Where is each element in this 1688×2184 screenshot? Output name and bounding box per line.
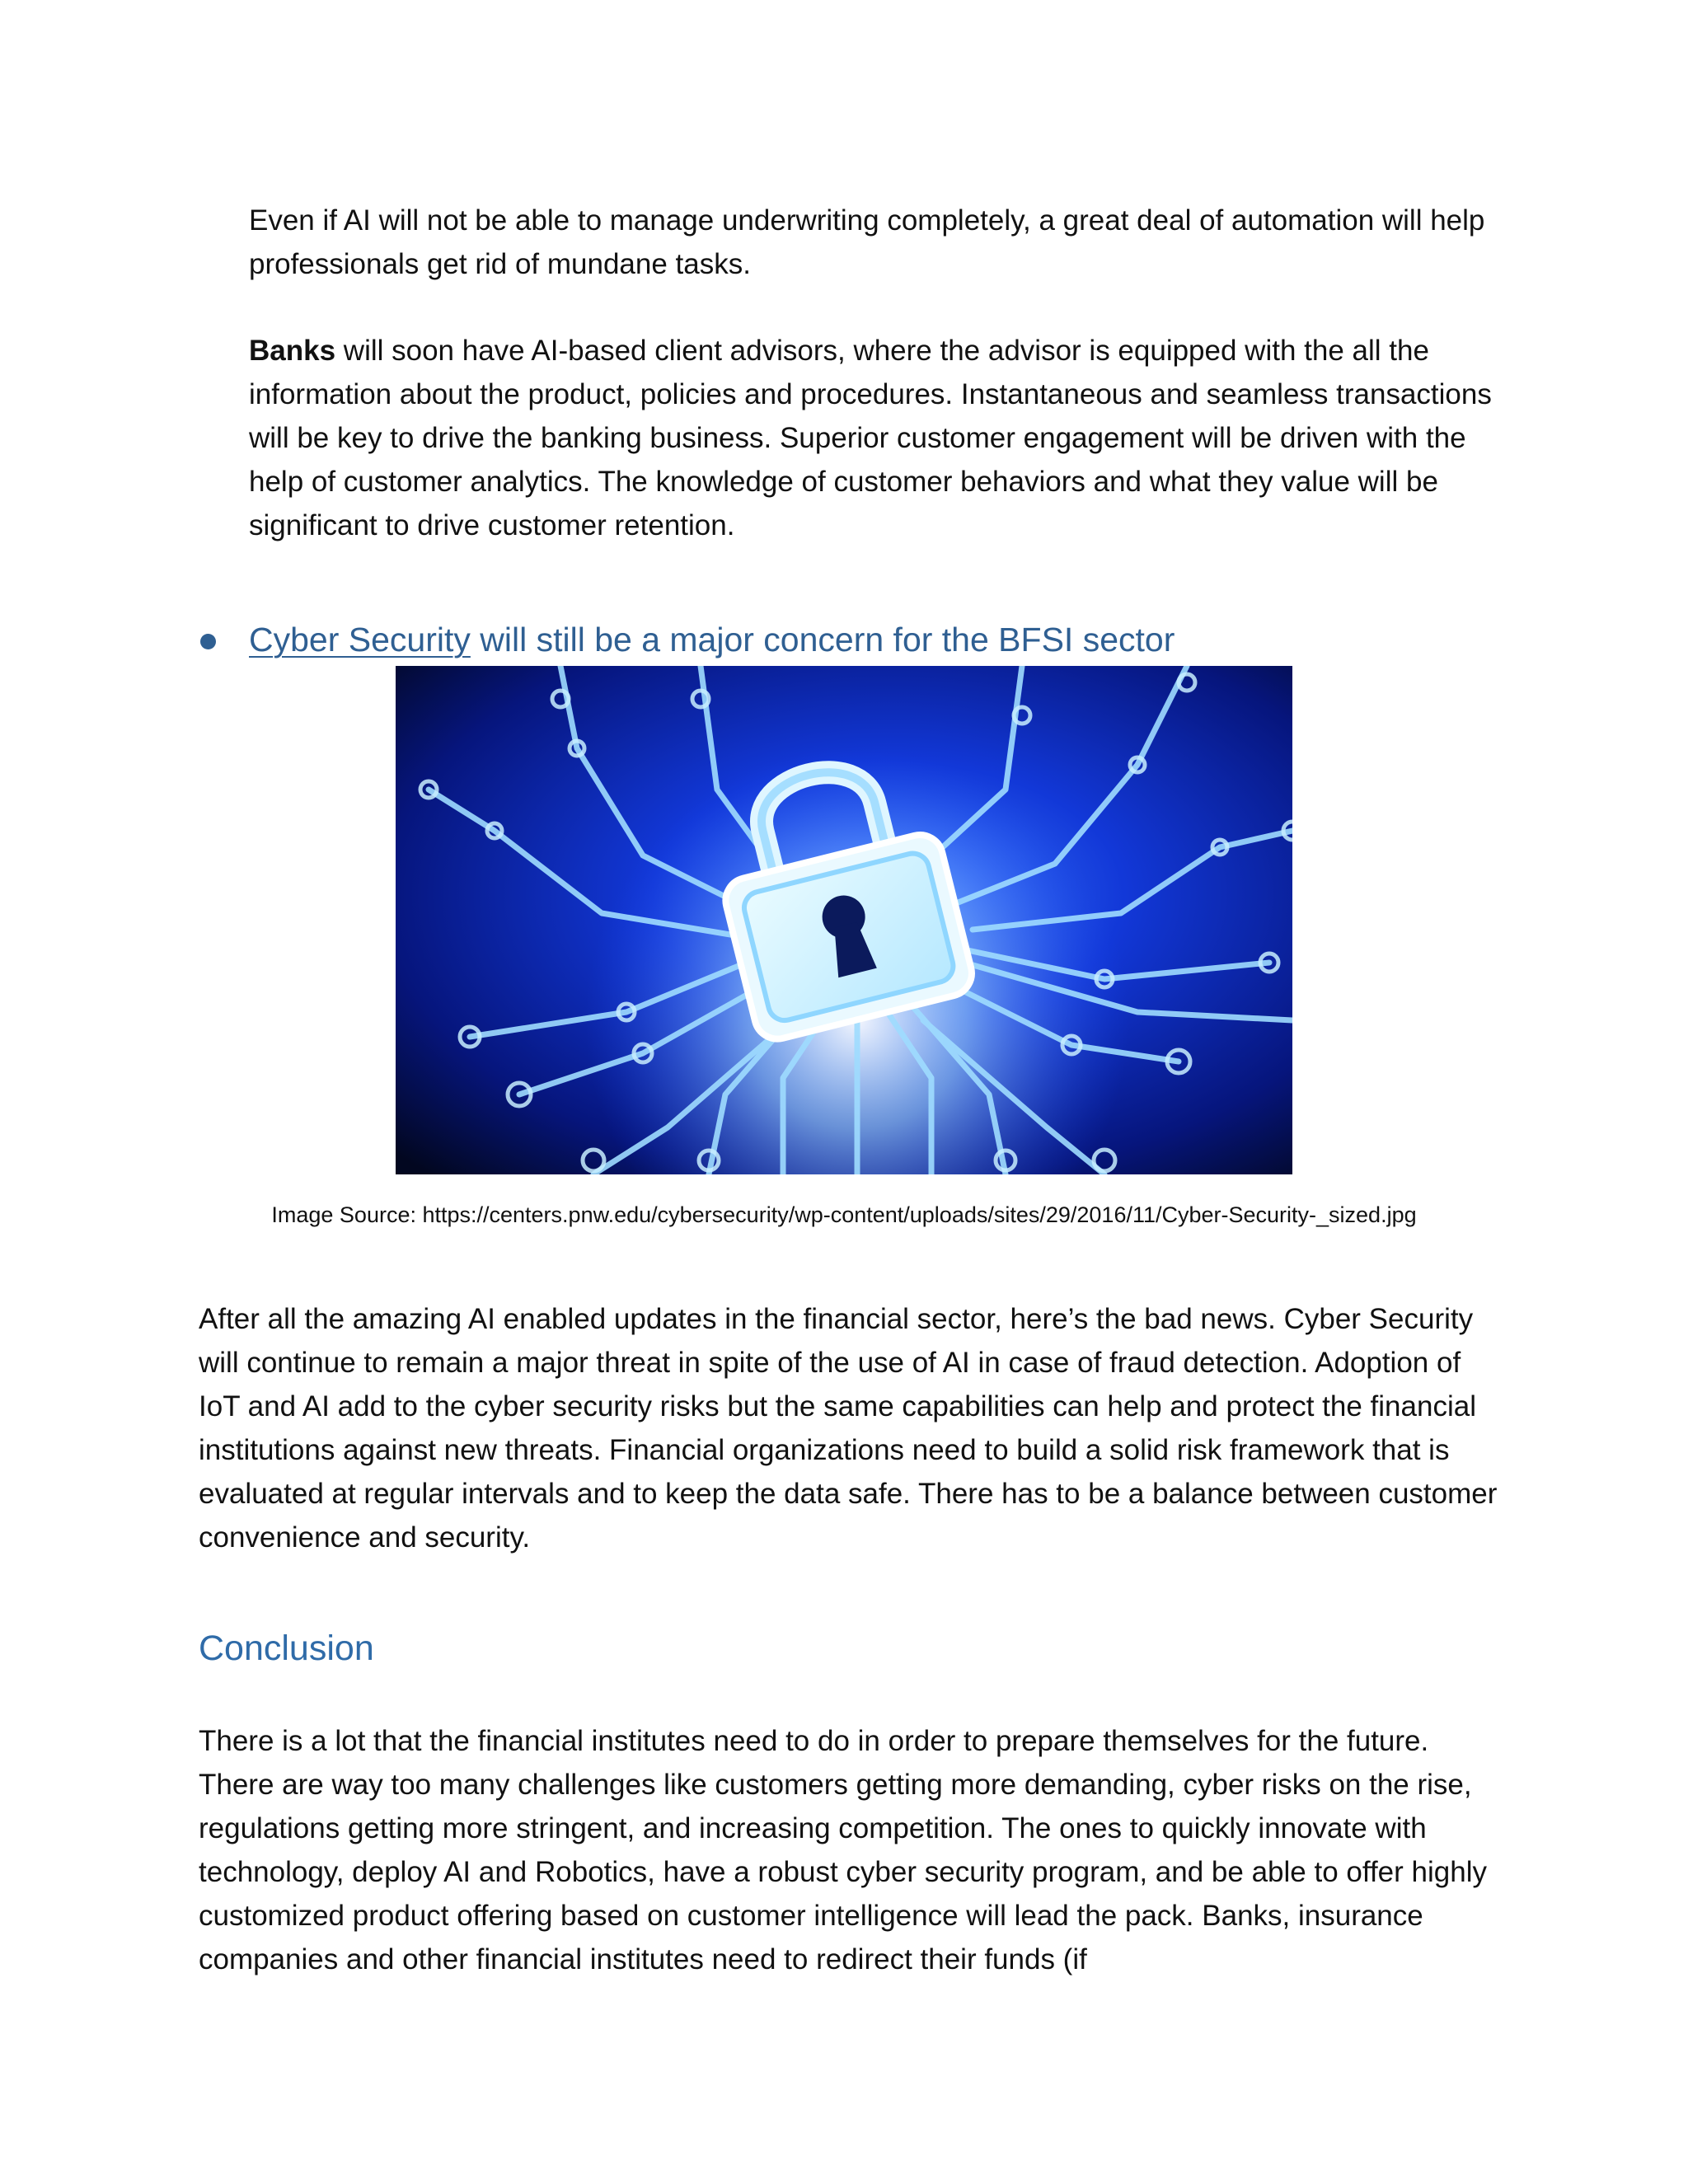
cyber-security-image <box>396 666 1292 1174</box>
banks-bold-label: Banks <box>249 335 336 367</box>
conclusion-paragraph: There is a lot that the financial institutes need to do in order to prepare themselves for the future. There are way too many challenges like customers getting more demanding, cyber risks on the rise, regulations getting more stringent, and increasing competition. The ones to quickly innovate with technology, deploy AI and Robotics, have a robust cyber security program, and be able to offer highly customized product offering based on customer intelligence will lead the pack. Banks, insurance companies and other financial institutes need to redirect their funds (if <box>199 1725 1487 1975</box>
image-source-caption: Image Source: https://centers.pnw.edu/cybersecurity/wp-content/uploads/sites/29/2016/11/Cyber-Security-_sized.jpg <box>271 1202 1417 1227</box>
conclusion-heading: Conclusion <box>199 1629 374 1668</box>
bullet-heading-text <box>249 615 1175 664</box>
banks-paragraph-text: will soon have AI-based client advisors, where the advisor is equipped with the all the information about the product, policies and procedures. Instantaneous and seamless transactions will be key to drive the banking business. Superior customer engagement will be driven with the help of customer analytics. The knowledge of customer behaviors and what they value will be significant to drive customer retention. <box>249 335 1492 541</box>
cyber-security-paragraph: After all the amazing AI enabled updates in the financial sector, here’s the bad news. Cyber Security will continue to remain a major threat in spite of the use of AI in case of fraud detection. Adoption of IoT and AI add to the cyber security risks but the same capabilities can help and protect the financial institutions against new threats. Financial organizations need to build a solid risk framework that is evaluated at regular intervals and to keep the data safe. There has to be a balance between customer convenience and security. <box>199 1303 1498 1554</box>
underwriting-paragraph: Even if AI will not be able to manage underwriting completely, a great deal of automation will help professionals get rid of mundane tasks. <box>249 204 1485 280</box>
cyber-security-link[interactable]: Cyber Security <box>249 621 471 658</box>
cyber-security-bullet-heading <box>199 615 1517 664</box>
padlock-circuit-board-icon <box>396 666 1292 1174</box>
banks-paragraph <box>249 329 1502 547</box>
bullet-heading-rest: will still be a major concern for the BFSI sector <box>470 621 1175 658</box>
bullet-dot-icon <box>200 634 216 649</box>
